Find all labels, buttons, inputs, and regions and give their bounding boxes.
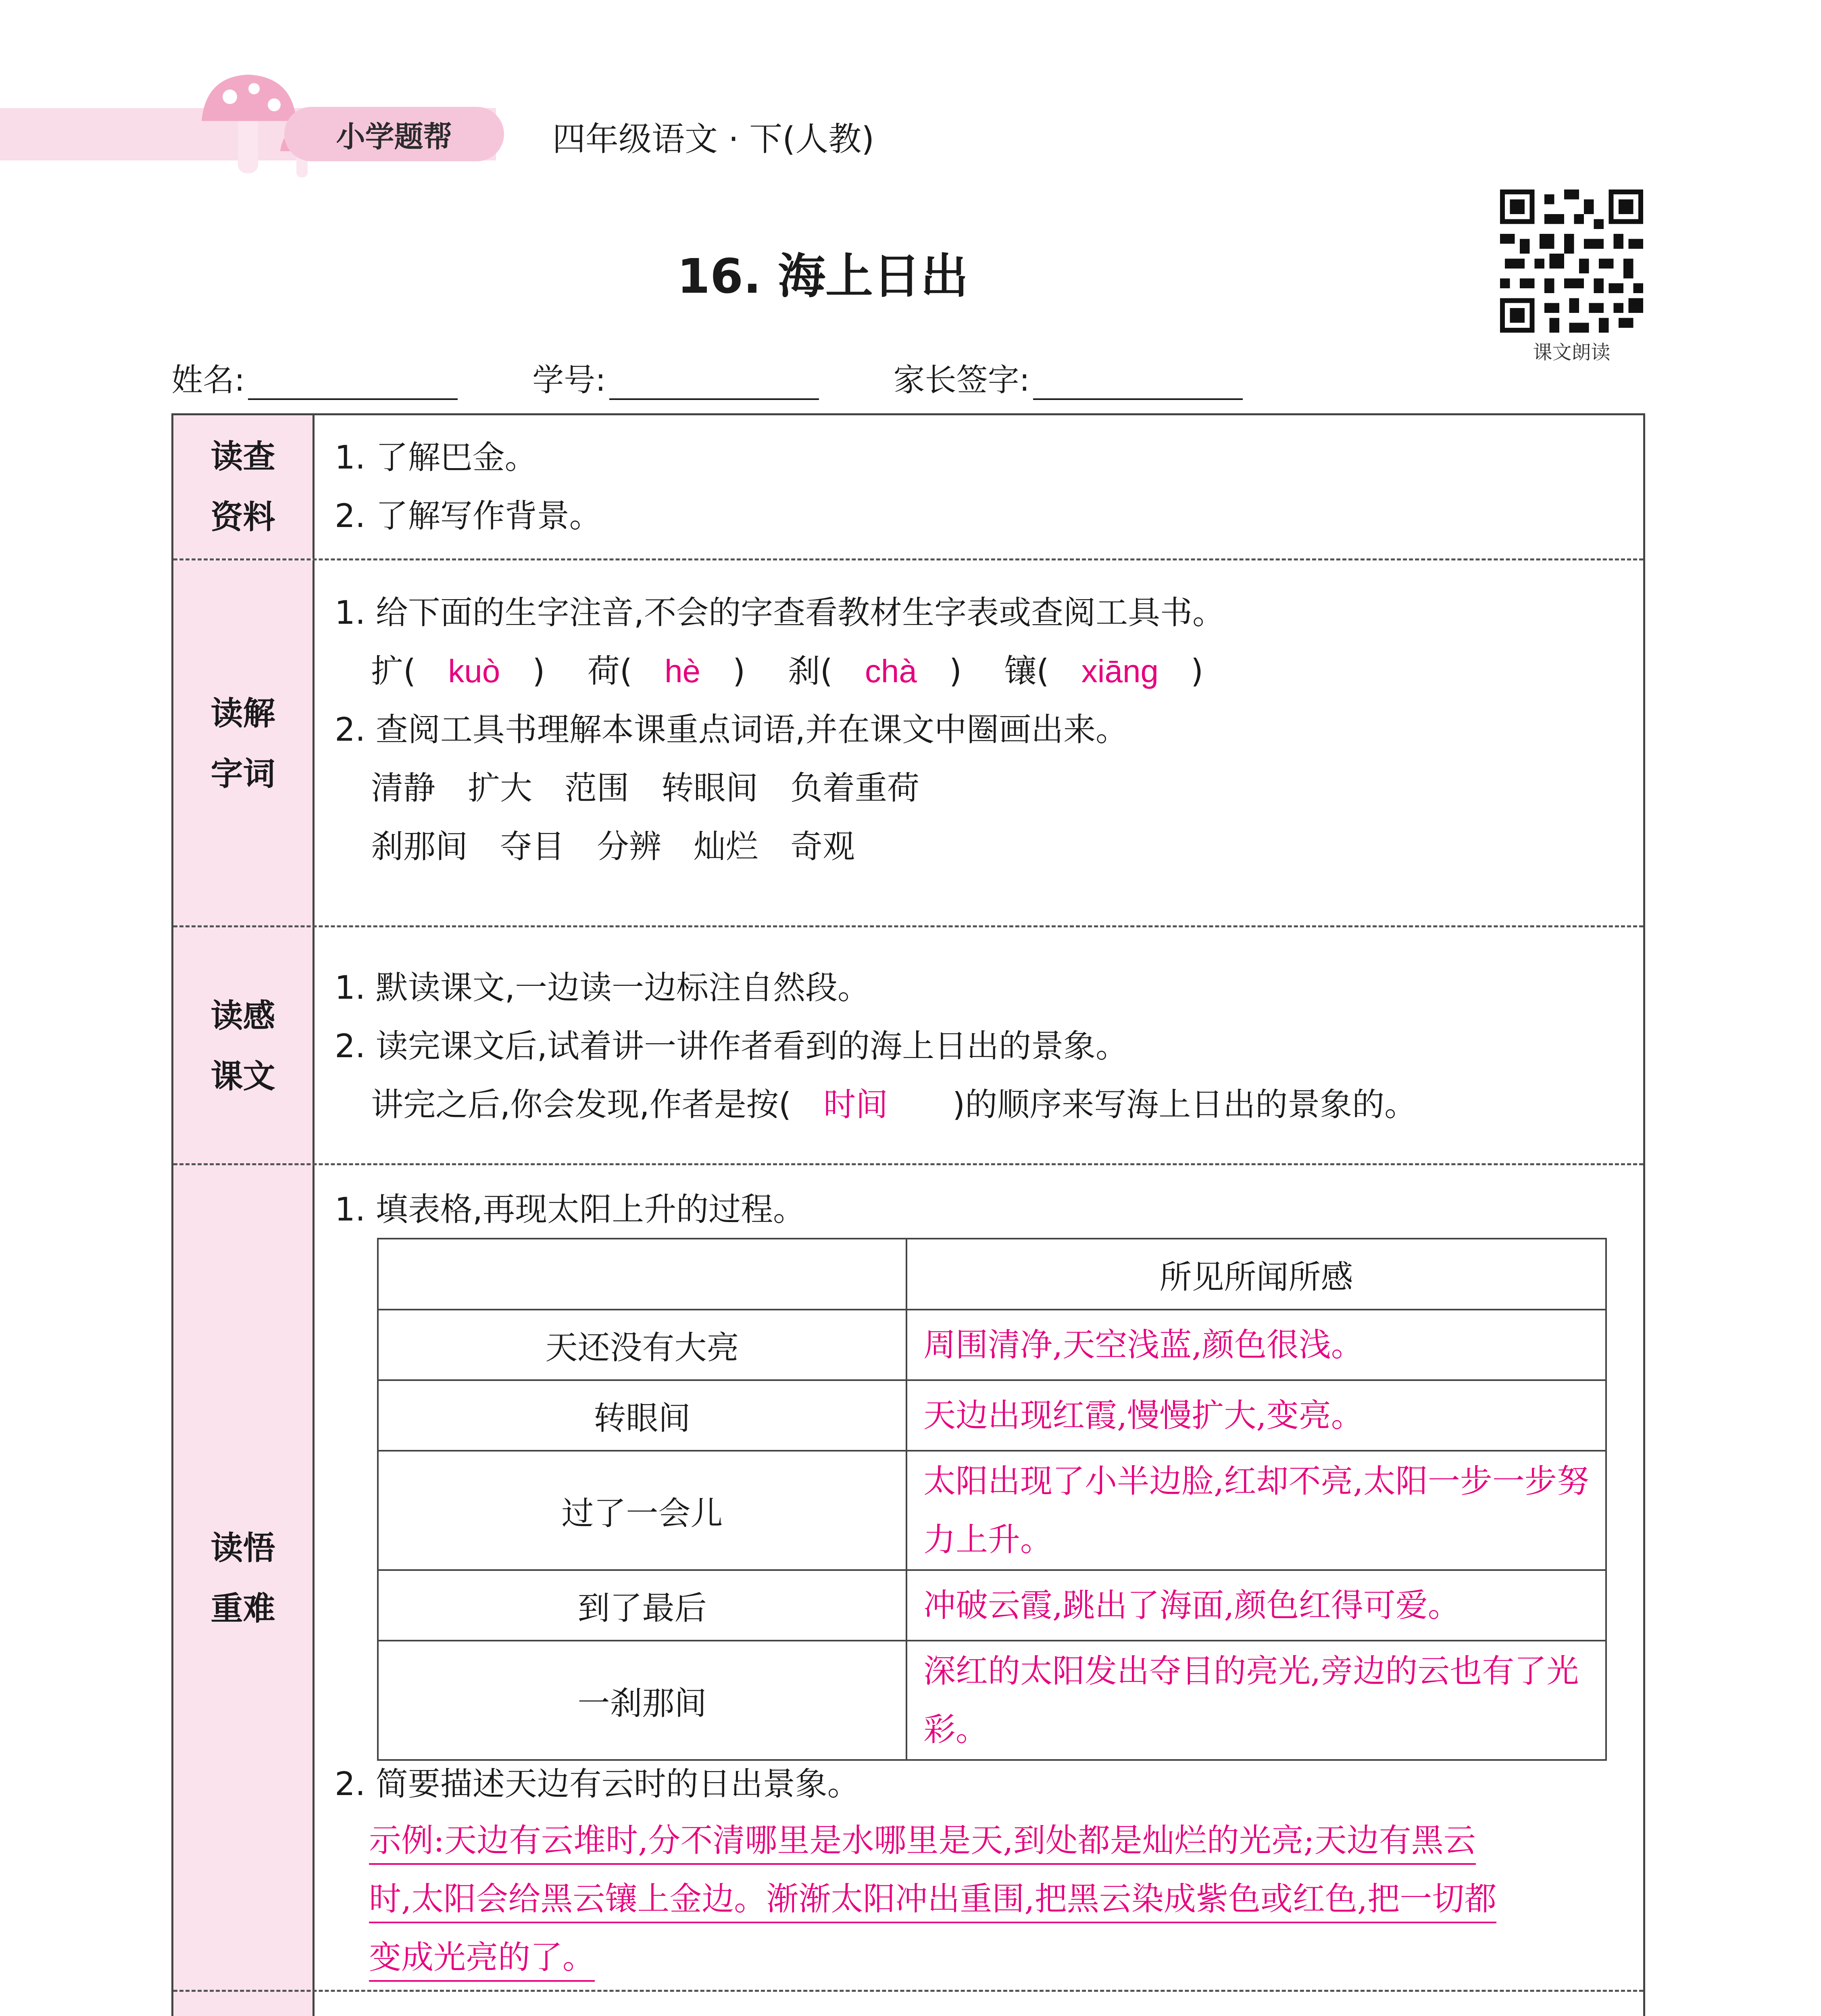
word-list: 刹那间 夺目 分辨 灿烂 奇观 bbox=[371, 828, 855, 865]
answer-cell[interactable]: 周围清净,天空浅蓝,颜色很浅。 bbox=[906, 1310, 1606, 1380]
page-title: 16. 海上日出 bbox=[677, 248, 969, 304]
table-header: 所见所闻所感 bbox=[906, 1239, 1606, 1310]
list-item: 2. 了解写作背景。 bbox=[335, 497, 602, 535]
label-line: 课文 bbox=[210, 1058, 275, 1095]
section-label bbox=[173, 1992, 315, 2016]
section-label bbox=[173, 1165, 315, 1992]
sunrise-table bbox=[377, 1238, 1607, 1761]
section-body bbox=[315, 1992, 1643, 2016]
section-vocabulary bbox=[173, 558, 1643, 927]
list-item: 1. 了解巴金。 bbox=[335, 439, 537, 476]
question-text: 讲完之后,你会发现,作者是按( bbox=[371, 1086, 792, 1123]
section-body bbox=[315, 415, 1643, 558]
parent-signature-blank[interactable] bbox=[1033, 370, 1243, 400]
pinyin-answer[interactable]: kuò bbox=[448, 653, 500, 689]
question: 1. 给下面的生字注音,不会的字查看教材生字表或查阅工具书。 bbox=[335, 594, 1225, 631]
answer-cell[interactable]: 冲破云霞,跳出了海面,颜色红得可爱。 bbox=[906, 1570, 1606, 1641]
answer-text[interactable]: 时间 bbox=[823, 1086, 888, 1123]
section-body bbox=[315, 927, 1643, 1165]
answer-cell[interactable]: 深红的太阳发出夺目的亮光,旁边的云也有了光彩。 bbox=[906, 1641, 1606, 1760]
section-reading bbox=[173, 925, 1643, 1165]
label-line: 读解 bbox=[210, 695, 275, 732]
label-line: 重难 bbox=[210, 1590, 275, 1627]
number-blank[interactable] bbox=[609, 370, 819, 400]
table-row bbox=[378, 1570, 1606, 1641]
pinyin-char: 荷 bbox=[587, 652, 620, 690]
question: 1. 默读课文,一边读一边标注自然段。 bbox=[335, 969, 870, 1006]
student-info-line bbox=[171, 355, 1317, 400]
time-cell: 转眼间 bbox=[378, 1380, 906, 1451]
section-research bbox=[173, 415, 1643, 558]
time-cell: 一刹那间 bbox=[378, 1641, 906, 1760]
pinyin-answer[interactable]: xiāng bbox=[1081, 653, 1158, 689]
answer-line[interactable]: 变成光亮的了。 bbox=[369, 1931, 595, 1982]
qr-code-icon[interactable] bbox=[1500, 190, 1643, 333]
section-label bbox=[173, 560, 315, 927]
pinyin-char: 刹 bbox=[788, 652, 820, 690]
section-label bbox=[173, 927, 315, 1165]
question: 2. 读完课文后,试着讲一讲作者看到的海上日出的景象。 bbox=[335, 1027, 1128, 1065]
table-row bbox=[378, 1380, 1606, 1451]
question: 2. 简要描述天边有云时的日出景象。 bbox=[335, 1765, 860, 1803]
parent-signature-label: 家长签字: bbox=[893, 362, 1030, 398]
qr-caption: 课文朗读 bbox=[1533, 341, 1611, 364]
label-line: 读查 bbox=[210, 437, 275, 475]
question: 2. 查阅工具书理解本课重点词语,并在课文中圈画出来。 bbox=[335, 711, 1128, 748]
section-key-points bbox=[173, 1163, 1643, 1992]
question-text: )的顺序来写海上日出的景象的。 bbox=[952, 1086, 1417, 1123]
table-row bbox=[378, 1310, 1606, 1380]
section-label bbox=[173, 415, 315, 558]
table-row bbox=[378, 1451, 1606, 1570]
brand-badge: 小学题帮 bbox=[284, 107, 504, 161]
time-cell: 天还没有大亮 bbox=[378, 1310, 906, 1380]
question bbox=[371, 1079, 1417, 1125]
answer-line[interactable]: 示例:天边有云堆时,分不清哪里是水哪里是天,到处都是灿烂的光亮;天边有黑云 bbox=[369, 1814, 1476, 1865]
answer-cell[interactable]: 太阳出现了小半边脸,红却不亮,太阳一步一步努力上升。 bbox=[906, 1451, 1606, 1570]
pinyin-answer[interactable]: chà bbox=[865, 653, 917, 689]
label-line: 读悟 bbox=[210, 1529, 275, 1567]
table-row bbox=[378, 1641, 1606, 1760]
preview-table bbox=[171, 413, 1645, 2016]
word-list: 清静 扩大 范围 转眼间 负着重荷 bbox=[371, 769, 919, 807]
pinyin-answer[interactable]: hè bbox=[665, 653, 701, 689]
table-header-blank bbox=[378, 1239, 906, 1310]
section-body bbox=[315, 1165, 1643, 1992]
label-line: 资料 bbox=[210, 498, 275, 536]
pinyin-char: 扩 bbox=[371, 652, 403, 690]
label-line: 读感 bbox=[210, 997, 275, 1035]
name-label: 姓名: bbox=[171, 362, 245, 398]
label-line: 字词 bbox=[210, 755, 275, 793]
question: 1. 填表格,再现太阳上升的过程。 bbox=[335, 1191, 806, 1228]
answer-line[interactable]: 时,太阳会给黑云镶上金边。渐渐太阳冲出重围,把黑云染成紫色或红色,把一切都 bbox=[369, 1873, 1496, 1923]
number-label: 学号: bbox=[532, 362, 606, 398]
name-blank[interactable] bbox=[248, 370, 458, 400]
section-body bbox=[315, 560, 1643, 927]
time-cell: 到了最后 bbox=[378, 1570, 906, 1641]
section-methods bbox=[173, 1990, 1643, 2016]
table-header-row bbox=[378, 1239, 1606, 1310]
time-cell: 过了一会儿 bbox=[378, 1451, 906, 1570]
answer-cell[interactable]: 天边出现红霞,慢慢扩大,变亮。 bbox=[906, 1380, 1606, 1451]
pinyin-char: 镶 bbox=[1004, 652, 1037, 690]
header-subject: 四年级语文 · 下(人教) bbox=[552, 120, 875, 158]
pinyin-row: 扩( kuò ) 荷( hè ) 刹( chà ) 镶( xiāng ) bbox=[371, 652, 1204, 690]
